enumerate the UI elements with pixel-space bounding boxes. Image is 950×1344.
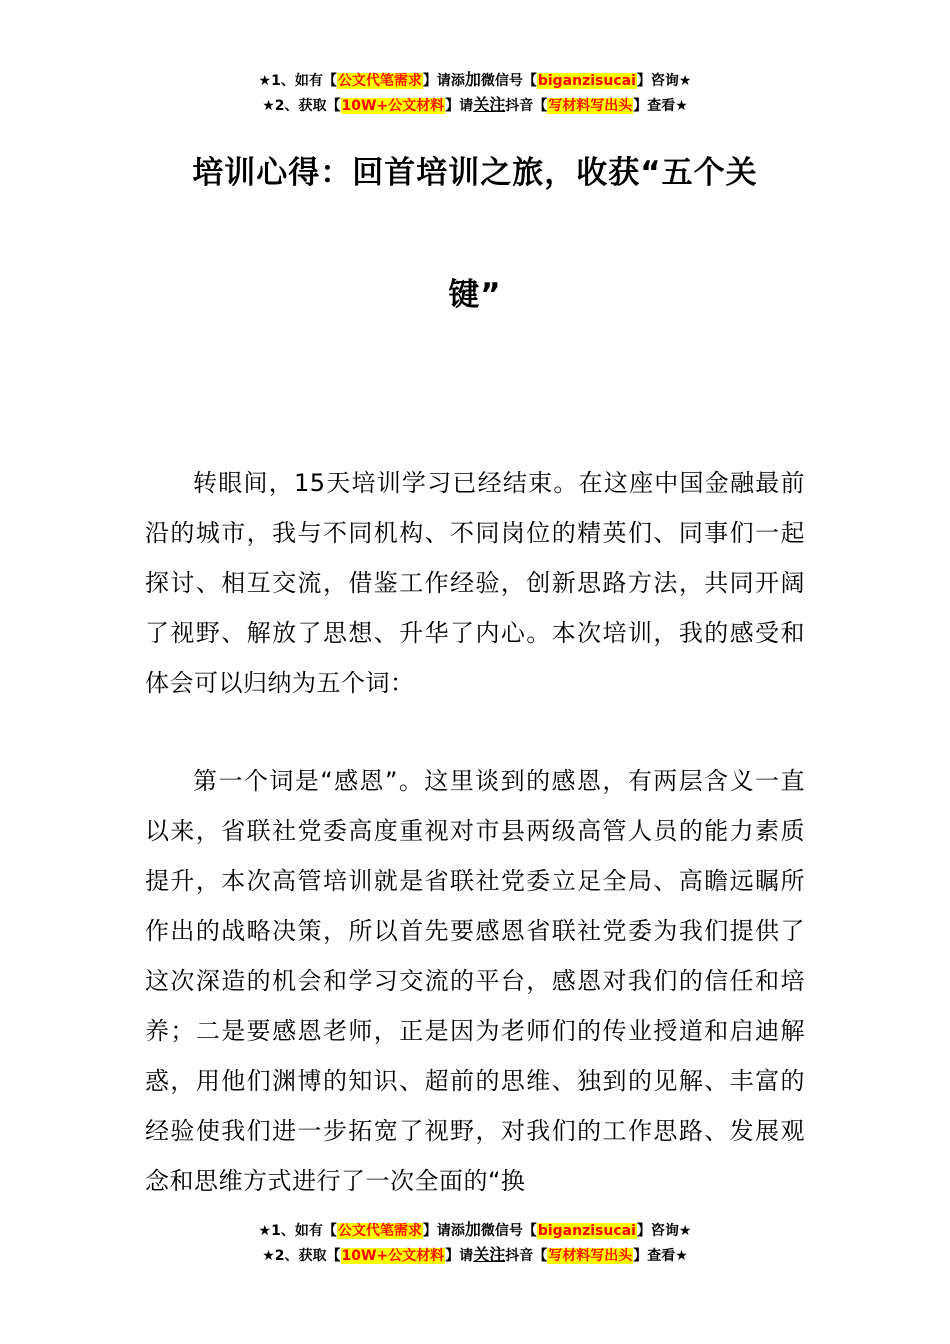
promo-text: 】咨询★ <box>636 1223 692 1239</box>
promo-text: 抖音【 <box>505 98 548 114</box>
promo-text: 】查看★ <box>633 98 688 114</box>
promo-highlight: 公文代笔需求 <box>337 1223 422 1239</box>
paragraph-2: 第一个词是“感恩”。这里谈到的感恩，有两层含义一直以来，省联社党委高度重视对市县两级高管人员的能力素质提升，本次高管培训就是省联社党委立足全局、高瞻远瞩所作出的战略决策，所以首先要感恩省联社党委为我们提供了这次深造的机会和学习交流的平台，感恩对我们的信任和培养；二是要感恩老师，正是因为老师们的传业授道和启迪解惑，用他们渊博的知识、超前的思维、独到的见解、丰富的经验使我们进一步拓宽了视野，对我们的工作思路、发展观念和思维方式进行了一次全面的“换 <box>145 767 805 1195</box>
promo-text: 】请 <box>445 1248 474 1264</box>
promo-text: 加 <box>464 1220 481 1239</box>
promo-line-1 <box>0 1218 950 1243</box>
paragraph-1: 转眼间，15天培训学习已经结束。在这座中国金融最前沿的城市，我与不同机构、不同岗位的精英们、同事们一起探讨、相互交流，借鉴工作经验，创新思路方法，共同开阔了视野、解放了思想、升华了内心。本次培训，我的感受和体会可以归纳为五个词： <box>145 469 805 697</box>
promo-line-1 <box>0 68 950 93</box>
promo-text: 】咨询★ <box>636 73 692 89</box>
wechat-id: biganzisucai <box>537 1223 636 1239</box>
promo-text: 关注 <box>473 1245 506 1264</box>
douyin-account: 写材料写出头 <box>548 1248 633 1264</box>
promo-text: 】请 <box>445 98 474 114</box>
document-title <box>145 138 805 402</box>
header-promo <box>0 68 950 118</box>
footer-promo <box>0 1218 950 1268</box>
promo-text: 加 <box>464 70 481 89</box>
promo-highlight: 10W+公文材料 <box>341 98 445 114</box>
promo-text: 】查看★ <box>633 1248 688 1264</box>
promo-text: ★2、获取【 <box>262 98 341 114</box>
promo-line-2 <box>0 93 950 118</box>
promo-text: ★2、获取【 <box>262 1248 341 1264</box>
promo-highlight: 公文代笔需求 <box>337 73 422 89</box>
promo-text: ★1、如有【 <box>258 1223 337 1239</box>
promo-text: 抖音【 <box>505 1248 548 1264</box>
promo-line-2 <box>0 1243 950 1268</box>
promo-text: 微信号【 <box>480 1223 537 1239</box>
promo-text: 】请添 <box>422 1223 465 1239</box>
promo-highlight: 10W+公文材料 <box>341 1248 445 1264</box>
promo-text: 关注 <box>473 95 506 114</box>
douyin-account: 写材料写出头 <box>548 98 633 114</box>
wechat-id: biganzisucai <box>537 73 636 89</box>
title-line-2: 键” <box>448 277 502 313</box>
promo-text: 微信号【 <box>480 73 537 89</box>
promo-text: ★1、如有【 <box>258 73 337 89</box>
title-line-1: 培训心得：回首培训之旅，收获“五个关 <box>192 155 758 191</box>
promo-text: 】请添 <box>422 73 465 89</box>
